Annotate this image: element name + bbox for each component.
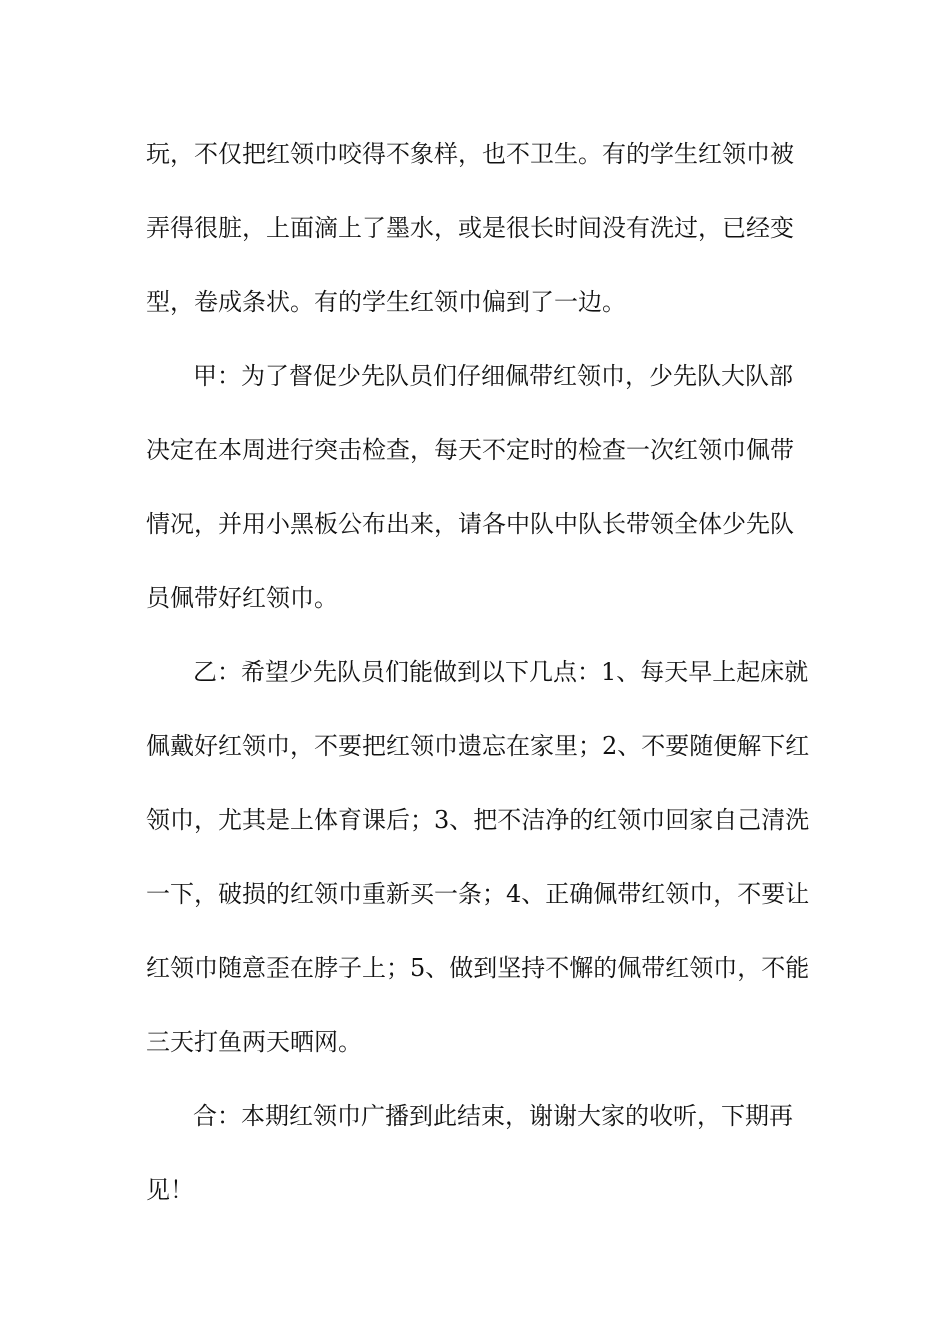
paragraph-line: 甲：为了督促少先队员们仔细佩带红领巾，少先队大队部 xyxy=(193,362,793,390)
paragraph-line: 一下，破损的红领巾重新买一条；4、正确佩带红领巾，不要让 xyxy=(146,880,810,908)
paragraph-line: 领巾，尤其是上体育课后；3、把不洁净的红领巾回家自己清洗 xyxy=(146,806,810,834)
paragraph-line: 合：本期红领巾广播到此结束，谢谢大家的收听，下期再 xyxy=(193,1102,793,1130)
paragraph-line: 玩，不仅把红领巾咬得不象样，也不卫生。有的学生红领巾被 xyxy=(146,140,794,168)
paragraph-line: 决定在本周进行突击检查，每天不定时的检查一次红领巾佩带 xyxy=(146,436,794,464)
paragraph-line: 乙：希望少先队员们能做到以下几点：1、每天早上起床就 xyxy=(193,658,809,686)
paragraph-line: 红领巾随意歪在脖子上；5、做到坚持不懈的佩带红领巾，不能 xyxy=(146,954,810,982)
paragraph-line: 员佩带好红领巾。 xyxy=(146,584,338,612)
paragraph-line: 弄得很脏，上面滴上了墨水，或是很长时间没有洗过，已经变 xyxy=(146,214,794,242)
paragraph-line: 型，卷成条状。有的学生红领巾偏到了一边。 xyxy=(146,288,626,316)
paragraph-line: 情况，并用小黑板公布出来，请各中队中队长带领全体少先队 xyxy=(146,510,794,538)
paragraph-line: 佩戴好红领巾，不要把红领巾遗忘在家里；2、不要随便解下红 xyxy=(146,732,810,760)
paragraph-line: 三天打鱼两天晒网。 xyxy=(146,1028,362,1056)
paragraph-line: 见！ xyxy=(146,1176,194,1204)
